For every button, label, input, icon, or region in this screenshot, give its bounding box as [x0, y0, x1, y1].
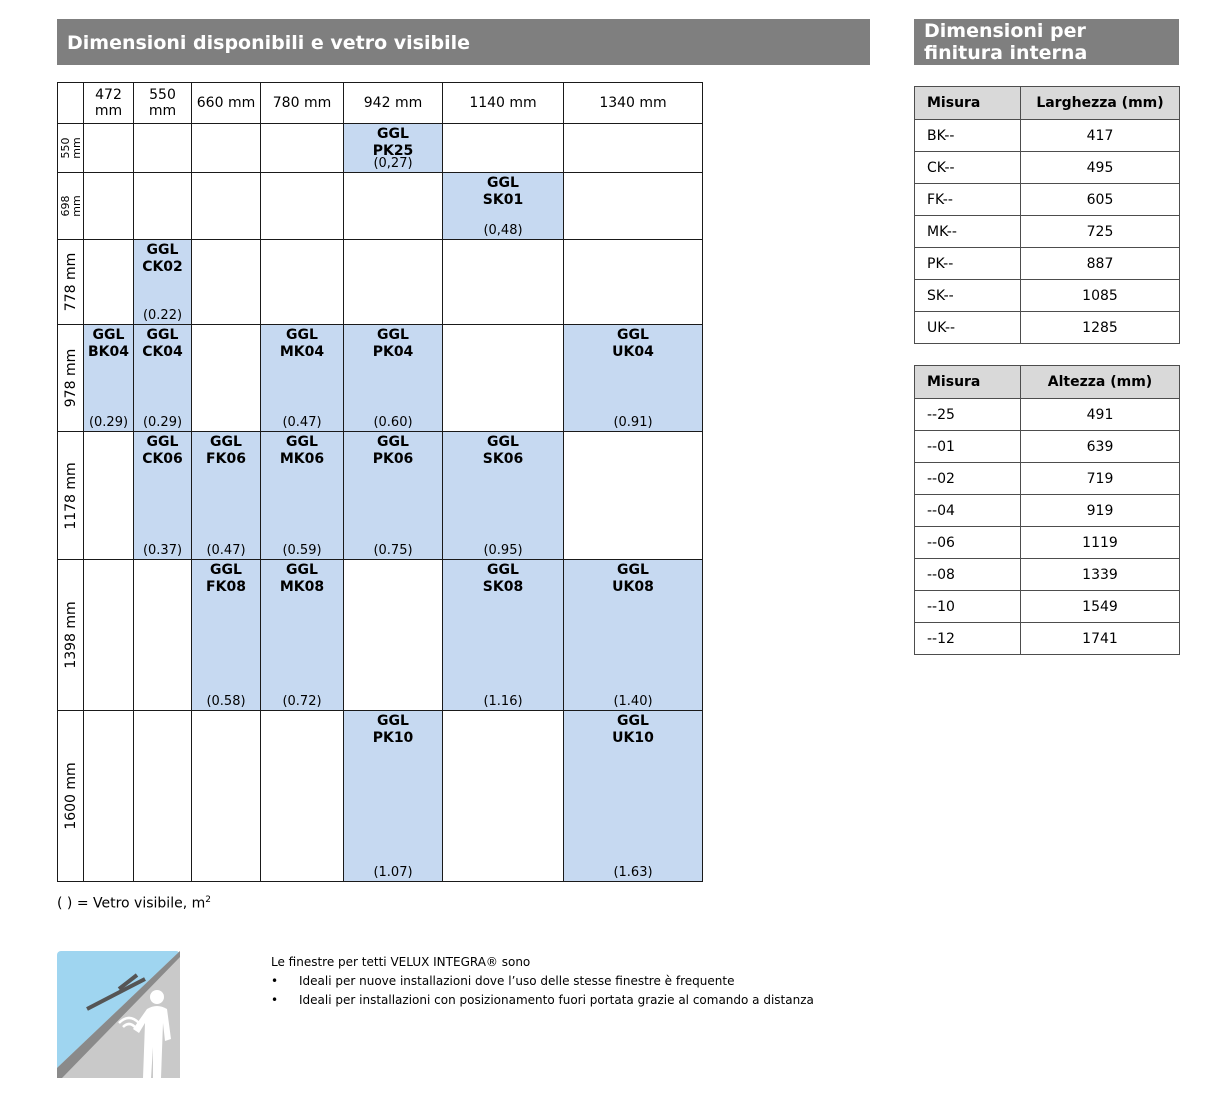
visible-glass-area: (0.75): [373, 543, 413, 558]
size-value: 1119: [1021, 527, 1180, 559]
size-code: --02: [915, 463, 1021, 495]
grid-row: [58, 124, 703, 173]
table-row: [915, 463, 1180, 495]
column-header-width: 942 mm: [344, 83, 443, 124]
visible-glass-area: (1.40): [613, 694, 653, 709]
product-cell: [192, 432, 261, 560]
size-value: 1285: [1021, 312, 1180, 344]
corner-cell: [58, 83, 84, 124]
header-larghezza: Larghezza (mm): [1021, 87, 1180, 120]
product-cell: [134, 240, 192, 325]
product-code: GGL PK10: [372, 713, 414, 746]
empty-cell: [261, 124, 344, 173]
product-cell: [564, 711, 703, 882]
empty-cell: [192, 711, 261, 882]
visible-glass-area: (1.63): [613, 865, 653, 880]
grid-row: [58, 560, 703, 711]
row-label: 1600 mm: [62, 762, 79, 830]
title-line-2: finitura interna: [924, 42, 1088, 64]
info-bullet: • Ideali per nuove installazioni dove l’uso delle stesse finestre è frequente: [271, 972, 814, 991]
product-code: GGL CK06: [142, 434, 183, 467]
product-code: GGL SK01: [482, 175, 524, 208]
size-code: MK--: [915, 216, 1021, 248]
size-value: 1085: [1021, 280, 1180, 312]
legend-text: ( ) = Vetro visibile, m: [57, 895, 206, 912]
table-row: [915, 559, 1180, 591]
size-value: 639: [1021, 431, 1180, 463]
visible-glass-area: (0.58): [206, 694, 246, 709]
product-cell: [134, 325, 192, 432]
remote-control-window-illustration: [57, 951, 180, 1078]
product-cell: [443, 432, 564, 560]
product-cell: [564, 325, 703, 432]
size-value: 887: [1021, 248, 1180, 280]
column-header-width: 472 mm: [84, 83, 134, 124]
product-code: GGL FK08: [206, 562, 246, 595]
visible-glass-area: (0,48): [483, 223, 523, 238]
empty-cell: [261, 173, 344, 240]
product-code: GGL PK06: [372, 434, 414, 467]
product-cell: [443, 173, 564, 240]
product-cell: [344, 432, 443, 560]
row-header-height: [58, 173, 84, 240]
row-header-height: [58, 432, 84, 560]
table-row: [915, 280, 1180, 312]
row-label: 1398 mm: [62, 601, 79, 669]
column-header-width: 1140 mm: [443, 83, 564, 124]
empty-cell: [192, 325, 261, 432]
empty-cell: [443, 711, 564, 882]
row-label: 978 mm: [62, 348, 79, 408]
visible-glass-area: (0.72): [282, 694, 322, 709]
visible-glass-area: (0.47): [206, 543, 246, 558]
product-cell: [344, 711, 443, 882]
table-row: [915, 120, 1180, 152]
width-table: [914, 86, 1180, 344]
table-row: [915, 623, 1180, 655]
visible-glass-area: (0.22): [142, 308, 183, 323]
visible-glass-area: (0.91): [613, 415, 653, 430]
size-grid-table: [57, 82, 703, 882]
product-cell: [261, 325, 344, 432]
table-row: [915, 431, 1180, 463]
size-value: 1549: [1021, 591, 1180, 623]
grid-row: [58, 325, 703, 432]
product-code: GGL PK04: [372, 327, 414, 360]
size-value: 605: [1021, 184, 1180, 216]
product-cell: [192, 560, 261, 711]
product-cell: [84, 325, 134, 432]
table-row: [915, 591, 1180, 623]
size-code: --04: [915, 495, 1021, 527]
empty-cell: [134, 560, 192, 711]
column-header-width: 550 mm: [134, 83, 192, 124]
size-code: --08: [915, 559, 1021, 591]
product-code: GGL PK25: [372, 126, 414, 159]
size-value: 1339: [1021, 559, 1180, 591]
empty-cell: [192, 240, 261, 325]
row-header-height: [58, 560, 84, 711]
size-code: --25: [915, 399, 1021, 431]
product-code: GGL UK10: [612, 713, 654, 746]
product-code: GGL BK04: [87, 327, 129, 360]
empty-cell: [344, 173, 443, 240]
size-code: PK--: [915, 248, 1021, 280]
visible-glass-area: (0.95): [483, 543, 523, 558]
title-line-1: Dimensioni per: [924, 20, 1086, 42]
size-value: 491: [1021, 399, 1180, 431]
size-code: BK--: [915, 120, 1021, 152]
product-code: GGL MK04: [279, 327, 325, 360]
section-title-interior-finish: [914, 19, 1179, 65]
product-code: GGL SK08: [482, 562, 524, 595]
product-code: GGL MK06: [279, 434, 325, 467]
info-bullet-list: [271, 972, 814, 1010]
product-code: GGL FK06: [206, 434, 246, 467]
product-code: GGL CK02: [142, 242, 183, 275]
product-cell: [443, 560, 564, 711]
size-code: --06: [915, 527, 1021, 559]
section-title-available-sizes: Dimensioni disponibili e vetro visibile: [57, 19, 870, 65]
size-code: CK--: [915, 152, 1021, 184]
info-intro: Le finestre per tetti VELUX INTEGRA® sono: [271, 955, 531, 969]
row-header-height: [58, 325, 84, 432]
empty-cell: [84, 432, 134, 560]
size-value: 719: [1021, 463, 1180, 495]
visible-glass-area: (1.07): [373, 865, 413, 880]
table-row: [915, 248, 1180, 280]
table-row: [915, 312, 1180, 344]
product-code: GGL MK08: [279, 562, 325, 595]
size-code: SK--: [915, 280, 1021, 312]
empty-cell: [192, 124, 261, 173]
column-header-width: 780 mm: [261, 83, 344, 124]
row-header-height: [58, 711, 84, 882]
visible-glass-area: (0.47): [282, 415, 322, 430]
visible-glass-area: (1.16): [483, 694, 523, 709]
grid-row: [58, 711, 703, 882]
size-value: 919: [1021, 495, 1180, 527]
grid-row: [58, 240, 703, 325]
row-label: 1178 mm: [62, 461, 79, 530]
size-value: 495: [1021, 152, 1180, 184]
grid-row: [58, 432, 703, 560]
size-value: 1741: [1021, 623, 1180, 655]
empty-cell: [84, 711, 134, 882]
size-code: --01: [915, 431, 1021, 463]
size-code: --10: [915, 591, 1021, 623]
product-code: GGL CK04: [142, 327, 183, 360]
grid-header-row: [58, 83, 703, 124]
empty-cell: [84, 240, 134, 325]
product-cell: [261, 560, 344, 711]
product-code: GGL UK04: [612, 327, 654, 360]
empty-cell: [84, 560, 134, 711]
glass-legend: [57, 895, 211, 912]
product-code: GGL UK08: [612, 562, 654, 595]
empty-cell: [192, 173, 261, 240]
row-label: 550 mm: [58, 137, 83, 159]
header-misura: Misura: [915, 366, 1021, 399]
product-cell: [261, 432, 344, 560]
empty-cell: [134, 711, 192, 882]
product-cell: [564, 560, 703, 711]
empty-cell: [564, 432, 703, 560]
column-header-width: 660 mm: [192, 83, 261, 124]
empty-cell: [84, 173, 134, 240]
visible-glass-area: (0.37): [142, 543, 183, 558]
empty-cell: [261, 711, 344, 882]
info-bullet: • Ideali per installazioni con posizionamento fuori portata grazie al comando a distanza: [271, 991, 814, 1010]
size-code: UK--: [915, 312, 1021, 344]
product-cell: [134, 432, 192, 560]
empty-cell: [344, 240, 443, 325]
empty-cell: [443, 325, 564, 432]
visible-glass-area: (0.59): [282, 543, 322, 558]
column-header-width: 1340 mm: [564, 83, 703, 124]
size-code: --12: [915, 623, 1021, 655]
table-row: [915, 495, 1180, 527]
table-row: [915, 184, 1180, 216]
size-value: 725: [1021, 216, 1180, 248]
row-header-height: [58, 240, 84, 325]
empty-cell: [134, 124, 192, 173]
empty-cell: [134, 173, 192, 240]
empty-cell: [443, 240, 564, 325]
table-row: [915, 216, 1180, 248]
empty-cell: [564, 240, 703, 325]
empty-cell: [443, 124, 564, 173]
product-cell: [344, 124, 443, 173]
header-misura: Misura: [915, 87, 1021, 120]
row-label: 778 mm: [62, 252, 79, 312]
empty-cell: [564, 173, 703, 240]
empty-cell: [261, 240, 344, 325]
visible-glass-area: (0.60): [373, 415, 413, 430]
table-row: [915, 527, 1180, 559]
empty-cell: [84, 124, 134, 173]
grid-row: [58, 173, 703, 240]
table-row: [915, 399, 1180, 431]
row-label: 698 mm: [58, 195, 83, 217]
velux-info: [271, 953, 814, 1010]
empty-cell: [564, 124, 703, 173]
visible-glass-area: (0,27): [373, 156, 413, 171]
height-table: [914, 365, 1180, 655]
visible-glass-area: (0.29): [88, 415, 129, 430]
header-altezza: Altezza (mm): [1021, 366, 1180, 399]
visible-glass-area: (0.29): [142, 415, 183, 430]
product-cell: [344, 325, 443, 432]
size-value: 417: [1021, 120, 1180, 152]
size-code: FK--: [915, 184, 1021, 216]
table-row: [915, 152, 1180, 184]
product-code: GGL SK06: [482, 434, 524, 467]
legend-superscript: 2: [205, 895, 211, 905]
row-header-height: [58, 124, 84, 173]
empty-cell: [344, 560, 443, 711]
